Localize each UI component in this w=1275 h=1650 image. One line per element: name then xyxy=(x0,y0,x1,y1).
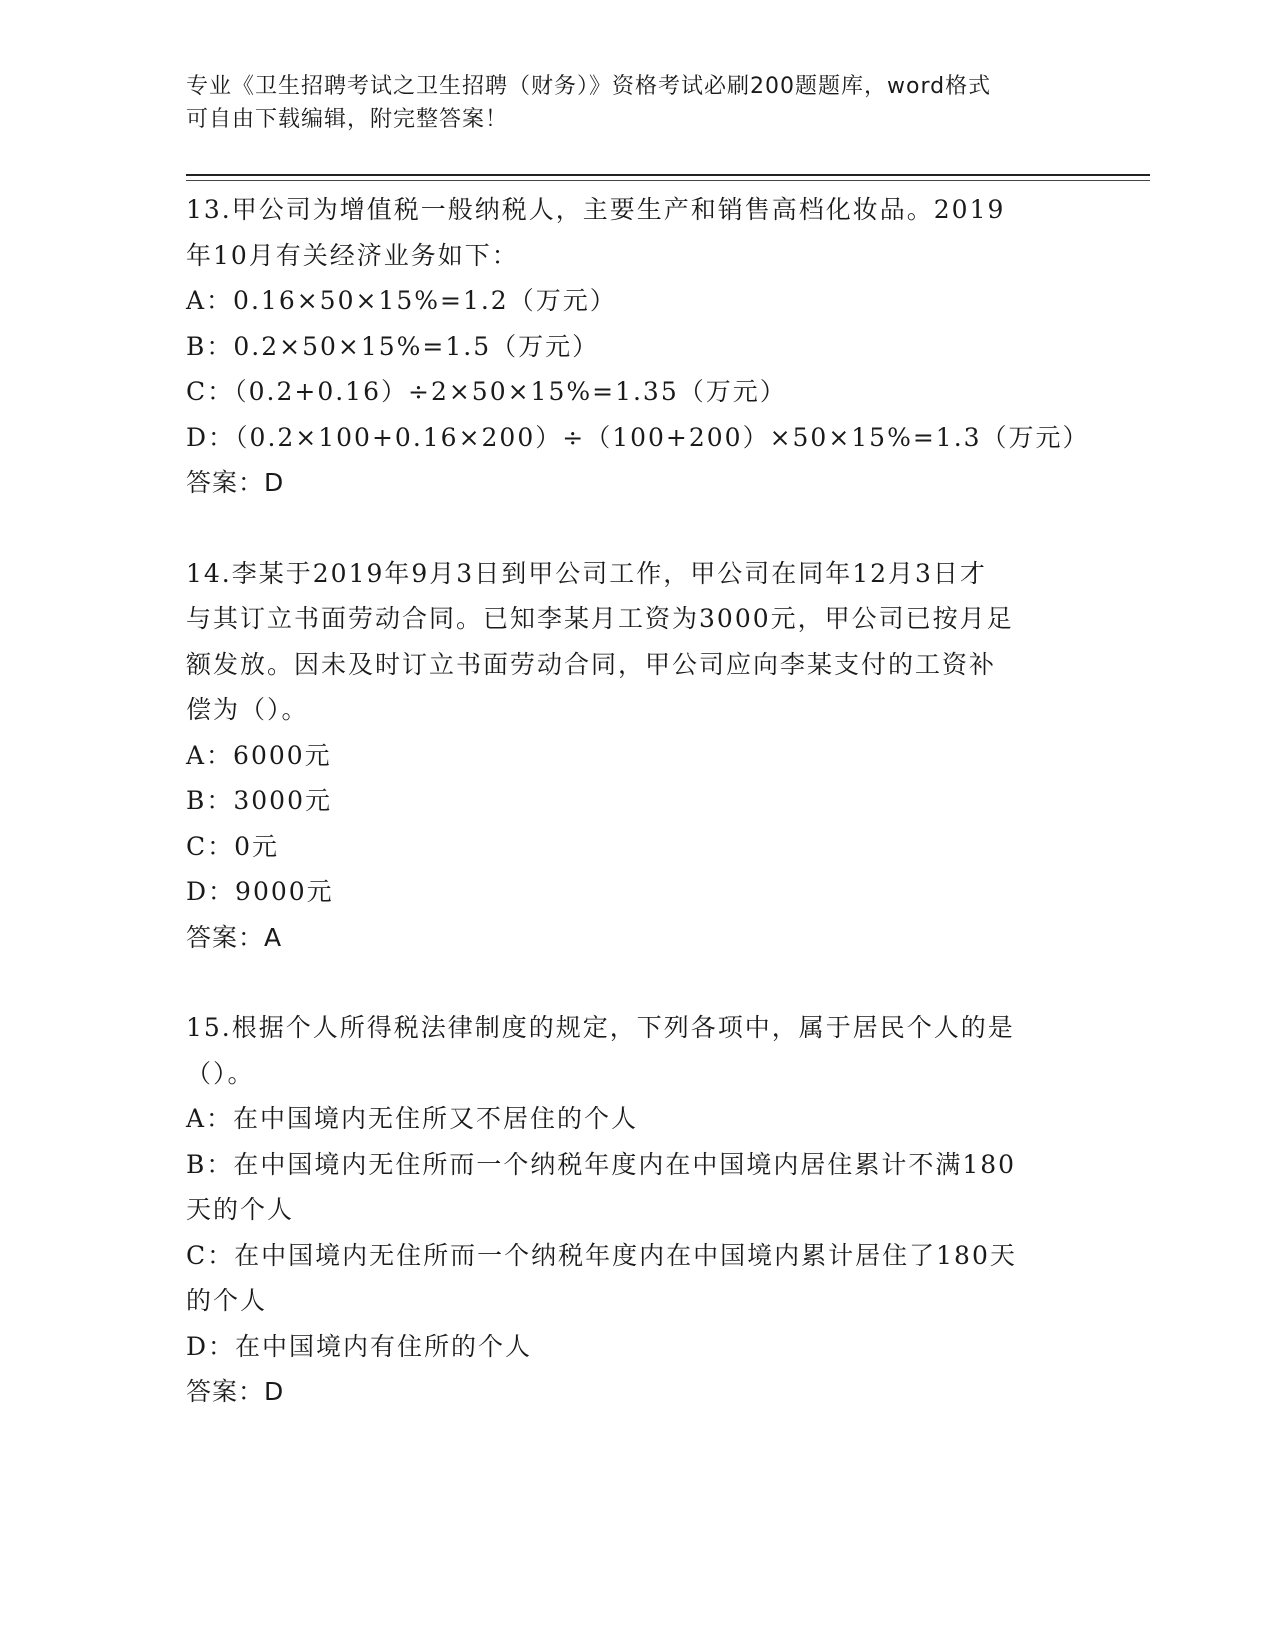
option-c: C：在中国境内无住所而一个纳税年度内在中国境内累计居住了180天 xyxy=(186,1240,1017,1270)
option-d: D：9000元 xyxy=(186,877,334,906)
option-c-continued: 的个人 xyxy=(186,1286,268,1315)
option-d: D：在中国境内有住所的个人 xyxy=(186,1331,533,1361)
header-divider-thick xyxy=(186,174,1150,176)
option-a: A：0.16×50×15%=1.2（万元） xyxy=(186,286,617,315)
question-stem-line: 年10月有关经济业务如下： xyxy=(186,240,519,270)
header-line-2: 可自由下载编辑，附完整答案！ xyxy=(186,107,509,132)
option-d: D：（0.2×100+0.16×200）÷（100+200）×50×15%=1.3（万元） xyxy=(186,422,1090,452)
question-15 xyxy=(186,1005,1086,1415)
option-c: C：（0.2+0.16）÷2×50×15%=1.35（万元） xyxy=(186,377,787,406)
question-14 xyxy=(186,551,1086,961)
question-stem-line: 13.甲公司为增值税一般纳税人，主要生产和销售高档化妆品。2019 xyxy=(186,195,1006,224)
question-stem-line: 与其订立书面劳动合同。已知李某月工资为3000元，甲公司已按月足 xyxy=(186,604,1014,633)
option-a: A：6000元 xyxy=(186,740,332,770)
question-stem-line: 14.李某于2019年9月3日到甲公司工作，甲公司在同年12月3日才 xyxy=(186,558,987,588)
question-stem-line: 15.根据个人所得税法律制度的规定，下列各项中，属于居民个人的是 xyxy=(186,1013,1015,1042)
answer-line: 答案：D xyxy=(186,468,285,497)
option-b-continued: 天的个人 xyxy=(186,1195,295,1224)
document-header xyxy=(186,70,1066,136)
option-b: B：3000元 xyxy=(186,786,332,815)
question-13 xyxy=(186,187,1090,506)
answer-line: 答案：D xyxy=(186,1377,285,1406)
question-stem-line: 偿为（）。 xyxy=(186,695,309,724)
option-b: B：0.2×50×15%=1.5（万元） xyxy=(186,331,600,361)
option-b: B：在中国境内无住所而一个纳税年度内在中国境内居住累计不满180 xyxy=(186,1149,1017,1179)
question-stem-line: 额发放。因未及时订立书面劳动合同，甲公司应向李某支付的工资补 xyxy=(186,649,997,679)
answer-line: 答案：A xyxy=(186,922,283,952)
option-c: C：0元 xyxy=(186,831,280,861)
question-stem-line: （）。 xyxy=(186,1058,255,1088)
header-line-1: 专业《卫生招聘考试之卫生招聘（财务）》资格考试必刷200题题库，word格式 xyxy=(186,74,992,99)
option-a: A：在中国境内无住所又不居住的个人 xyxy=(186,1104,639,1133)
header-divider-thin xyxy=(186,180,1150,181)
question-list xyxy=(186,187,1090,1415)
